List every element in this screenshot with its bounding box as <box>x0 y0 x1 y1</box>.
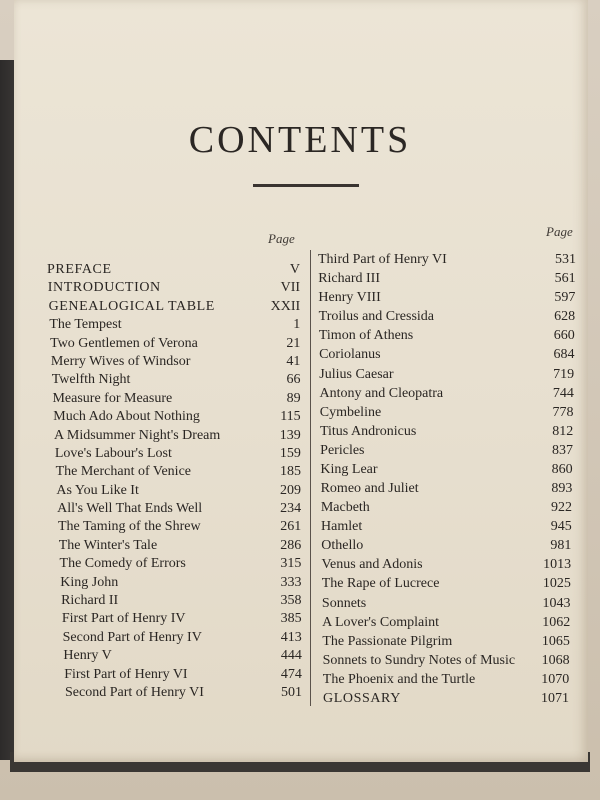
entry-title: Henry V <box>63 648 112 664</box>
contents-entry <box>62 610 302 628</box>
entry-page-number: 1025 <box>542 576 571 592</box>
contents-entry <box>56 482 301 500</box>
contents-entry <box>51 353 301 371</box>
contents-entry <box>318 251 576 269</box>
entry-title: The Winter's Tale <box>58 537 158 553</box>
title-underline <box>253 184 359 187</box>
entry-page-number: VII <box>280 280 301 296</box>
entry-title: The Tempest <box>49 317 122 333</box>
contents-entry <box>57 500 301 518</box>
contents-entry <box>53 408 300 426</box>
contents-entry <box>60 574 301 592</box>
page-title: CONTENTS <box>188 119 412 161</box>
entry-title: The Comedy of Errors <box>59 556 186 572</box>
entry-page-number: 561 <box>554 271 576 287</box>
entry-title: Othello <box>321 538 364 554</box>
entry-title: The Merchant of Venice <box>55 464 191 480</box>
contents-entry <box>318 270 575 288</box>
entry-page-number: 1013 <box>543 557 572 573</box>
contents-entry <box>319 308 575 326</box>
entry-page-number: 89 <box>286 390 301 406</box>
contents-entry <box>322 614 570 632</box>
entry-title: Much Ado About Nothing <box>53 409 200 425</box>
entry-page-number: 66 <box>286 372 301 388</box>
entry-title: King Lear <box>320 461 378 477</box>
entry-title: Richard II <box>61 593 119 609</box>
entry-page-number: 234 <box>280 501 302 517</box>
entry-page-number: 981 <box>550 538 572 554</box>
contents-entry <box>56 463 301 481</box>
entry-title: Macbeth <box>320 500 370 516</box>
contents-entry <box>65 684 302 702</box>
contents-entry <box>322 633 570 651</box>
contents-entry <box>55 445 301 463</box>
entry-page-number: 778 <box>552 404 574 420</box>
contents-entry <box>319 366 574 384</box>
entry-title: Sonnets <box>321 595 367 611</box>
entry-page-number: 413 <box>280 629 302 645</box>
entry-page-number: 1070 <box>541 671 570 687</box>
contents-entry <box>50 335 300 353</box>
contents-entry <box>52 390 300 408</box>
entry-page-number: 261 <box>280 519 302 535</box>
entry-page-number: 358 <box>280 593 302 609</box>
entry-title: Richard III <box>318 271 381 287</box>
entry-title: Julius Caesar <box>319 366 394 382</box>
entry-page-number: 660 <box>553 328 575 344</box>
entry-title: GENEALOGICAL TABLE <box>48 298 215 314</box>
entry-page-number: 286 <box>280 537 302 553</box>
entry-page-number: 1043 <box>542 595 571 611</box>
entry-page-number: 1065 <box>541 633 570 649</box>
entry-title: Cymbeline <box>319 404 382 420</box>
entry-page-number: 1071 <box>541 691 569 706</box>
entry-page-number: 684 <box>553 347 575 363</box>
entry-title: Pericles <box>320 442 365 458</box>
contents-entry <box>320 461 572 479</box>
contents-entry <box>47 261 300 279</box>
entry-page-number: 628 <box>554 309 576 325</box>
contents-entry <box>58 518 301 536</box>
entry-page-number: 945 <box>550 519 572 535</box>
contents-entry <box>321 499 572 517</box>
entry-title: The Taming of the Shrew <box>57 519 201 535</box>
contents-entry <box>64 666 302 684</box>
contents-entry <box>63 629 302 647</box>
contents-entry <box>321 518 572 536</box>
entry-title: A Midsummer Night's Dream <box>54 427 221 443</box>
entry-title: First Part of Henry VI <box>64 666 188 682</box>
entry-title: The Passionate Pilgrim <box>322 633 453 649</box>
entry-title: Sonnets to Sundry Notes of Music <box>322 652 516 668</box>
entry-page-number: 139 <box>279 427 301 443</box>
entry-page-number: XXII <box>270 298 301 314</box>
entry-title: INTRODUCTION <box>47 280 161 296</box>
entry-title: Titus Andronicus <box>319 423 417 439</box>
entry-title: The Phoenix and the Turtle <box>322 671 476 687</box>
contents-entry <box>322 575 571 593</box>
entry-title: Hamlet <box>321 519 363 535</box>
entry-title: Venus and Adonis <box>321 557 423 573</box>
entry-title: All's Well That Ends Well <box>57 501 203 517</box>
entry-title: PREFACE <box>47 262 112 277</box>
entry-title: GLOSSARY <box>323 691 401 706</box>
entry-page-number: 597 <box>554 290 576 306</box>
entry-title: Troilus and Cressida <box>318 309 435 325</box>
contents-entry <box>320 423 573 441</box>
contents-entry <box>323 671 570 689</box>
entry-page-number: 1068 <box>541 652 570 668</box>
column-divider <box>310 250 311 706</box>
entry-title: King John <box>60 574 119 590</box>
contents-entry <box>320 404 574 422</box>
entry-page-number: 1 <box>293 317 301 333</box>
entry-page-number: 159 <box>279 445 301 461</box>
entry-page-number: 531 <box>555 252 576 267</box>
entry-page-number: 837 <box>551 442 573 458</box>
entry-title: A Lover's Complaint <box>322 614 439 630</box>
entry-title: Twelfth Night <box>51 372 131 388</box>
entry-page-number: 385 <box>280 611 302 627</box>
entry-page-number: 41 <box>286 353 301 369</box>
entry-title: Second Part of Henry IV <box>62 629 202 645</box>
entry-title: Romeo and Juliet <box>320 481 419 497</box>
entry-title: Two Gentlemen of Verona <box>50 335 198 351</box>
contents-entry <box>321 556 571 574</box>
contents-entry <box>320 442 573 460</box>
contents-entry <box>322 595 571 613</box>
contents-entry <box>321 480 573 498</box>
entry-page-number: 1062 <box>542 614 571 630</box>
entry-page-number: 209 <box>280 482 302 498</box>
contents-entry <box>49 298 301 316</box>
entry-page-number: 21 <box>286 335 301 351</box>
entry-title: Timon of Athens <box>318 328 414 344</box>
contents-entry <box>320 385 574 403</box>
entry-page-number: 444 <box>280 648 302 664</box>
entry-page-number: 315 <box>280 556 302 572</box>
entry-page-number: 812 <box>552 423 574 439</box>
entry-page-number: V <box>289 262 300 277</box>
contents-entry <box>323 652 570 670</box>
contents-entry <box>59 537 302 555</box>
entry-page-number: 501 <box>281 685 302 700</box>
entry-title: First Part of Henry IV <box>61 611 186 627</box>
entry-page-number: 185 <box>279 464 301 480</box>
contents-entry <box>318 289 575 307</box>
page-column-header-right: Page <box>546 224 573 239</box>
entry-title: Henry VIII <box>318 290 381 306</box>
contents-entry <box>61 592 301 610</box>
contents-entry <box>54 427 301 445</box>
entry-page-number: 719 <box>553 366 575 382</box>
contents-entry <box>323 690 569 708</box>
entry-page-number: 744 <box>552 385 574 401</box>
contents-entry <box>319 327 575 345</box>
contents-entry <box>49 316 300 334</box>
entry-page-number: 333 <box>280 574 302 590</box>
entry-title: Love's Labour's Lost <box>54 445 172 461</box>
entry-page-number: 474 <box>280 666 302 682</box>
entry-title: Second Part of Henry VI <box>65 685 204 700</box>
contents-entry <box>60 555 302 573</box>
entry-page-number: 115 <box>280 409 301 425</box>
entry-title: Merry Wives of Windsor <box>50 353 191 369</box>
entry-page-number: 893 <box>551 481 573 497</box>
entry-title: The Rape of Lucrece <box>321 576 440 592</box>
entry-title: Third Part of Henry VI <box>318 252 447 267</box>
entry-title: As You Like It <box>56 482 139 498</box>
entry-title: Coriolanus <box>319 347 381 363</box>
entry-page-number: 922 <box>551 500 573 516</box>
entry-title: Measure for Measure <box>52 390 173 406</box>
contents-entry <box>321 537 571 555</box>
entry-page-number: 860 <box>551 461 573 477</box>
entry-title: Antony and Cleopatra <box>319 385 444 401</box>
contents-entry <box>48 279 300 297</box>
contents-entry <box>319 346 574 364</box>
contents-entry <box>63 647 301 665</box>
page-column-header-left: Page <box>268 231 295 246</box>
contents-entry <box>52 371 301 389</box>
